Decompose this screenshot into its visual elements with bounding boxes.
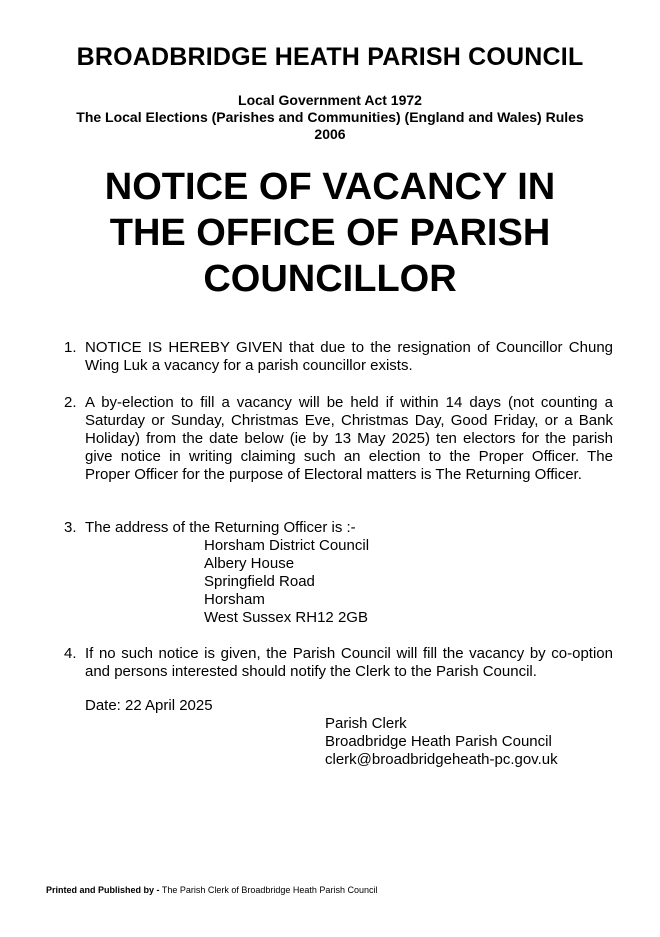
notice-title-line-3: COUNCILLOR <box>203 258 457 300</box>
returning-officer-address <box>204 537 504 627</box>
signature-title: Parish Clerk <box>325 715 407 732</box>
item-number: 3. <box>64 519 77 536</box>
item-text: NOTICE IS HEREBY GIVEN that due to the resignation of Councillor Chung Wing Luk a vacancy for a parish councillor exists. <box>85 339 613 374</box>
item-text: If no such notice is given, the Parish Council will fill the vacancy by co-option and persons interested should notify the Clerk to the Parish Council. <box>85 645 613 680</box>
signature-council: Broadbridge Heath Parish Council <box>325 733 552 750</box>
act-line-3: 2006 <box>314 126 346 142</box>
footer-label: Printed and Published by - <box>46 885 160 895</box>
address-line: Albery House <box>204 555 295 572</box>
footer-imprint <box>46 885 377 896</box>
act-line-2: The Local Elections (Parishes and Communities) (England and Wales) Rules <box>76 109 584 125</box>
address-line: Horsham District Council <box>204 537 370 554</box>
notice-date: Date: 22 April 2025 <box>85 697 213 714</box>
item-number: 2. <box>64 394 77 411</box>
address-line: Horsham <box>204 591 265 608</box>
item-number: 1. <box>64 339 77 356</box>
item-text: A by-election to fill a vacancy will be held if within 14 days (not counting a Saturday or Sunday, Christmas Eve, Christmas Day, Good Friday, or a Bank Holiday) from the date below (ie by 13 May 2025) ten electors for the parish give notice in writing claiming such an election to the Proper Officer. The Proper Officer for the purpose of Electoral matters is The Returning Officer. <box>85 394 613 483</box>
act-line-1: Local Government Act 1972 <box>238 92 422 108</box>
address-line: Springfield Road <box>204 573 315 590</box>
council-name: BROADBRIDGE HEATH PARISH COUNCIL <box>76 43 584 71</box>
notice-title <box>40 164 620 302</box>
notice-title-line-2: THE OFFICE OF PARISH <box>109 212 551 254</box>
notice-title-line-1: NOTICE OF VACANCY IN <box>104 166 556 208</box>
signature-email: clerk@broadbridgeheath-pc.gov.uk <box>325 751 558 768</box>
footer-text: The Parish Clerk of Broadbridge Heath Parish Council <box>159 885 378 895</box>
item-number: 4. <box>64 645 77 662</box>
act-reference <box>30 92 630 143</box>
item-text: The address of the Returning Officer is :- <box>85 519 356 536</box>
address-line: West Sussex RH12 2GB <box>204 609 368 626</box>
signature-block <box>325 715 558 769</box>
